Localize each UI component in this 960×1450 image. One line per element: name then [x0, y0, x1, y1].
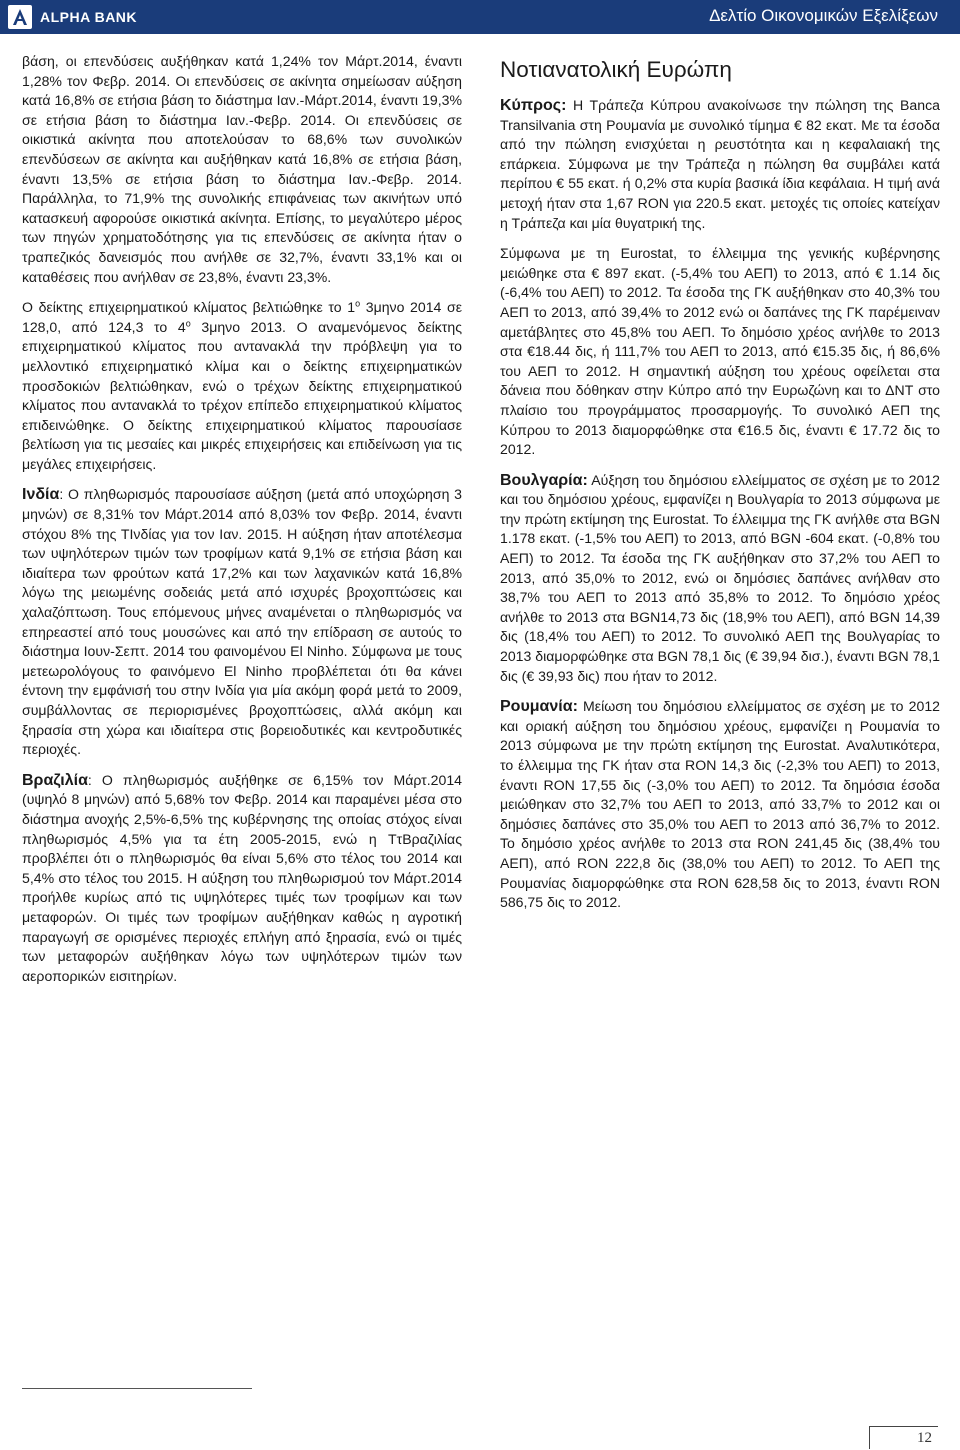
brand-logo	[8, 4, 137, 30]
brand-name: ALPHA BANK	[40, 9, 138, 25]
cyprus-fiscal-paragraph: Σύμφωνα με τη Eurostat, το έλλειμμα της γενικής κυβέρνησης μειώθηκε στα € 897 εκατ. (-5,4% του ΑΕΠ) το 2013, από € 1.14 δις (-6,4% του ΑΕΠ) το 2012. Τα έσοδα της ΓΚ αυξήθηκαν στο 40,3% του ΑΕΠ το 2013, από 39,4% το 2012 ενώ οι δαπάνες της ΓΚ παρέμειναν αμετάβλητες στο 45,8% του ΑΕΠ. Το δημόσιο χρέος ανήλθε το 2013 στα €18.44 δις, ή 111,7% του ΑΕΠ το 2013, από €15.35 δις, ή 86,6% του ΑΕΠ το 2012. Η σημαντική αύξηση του χρέους οφείλεται στα δάνεια που δόθηκαν στην Κύπρο από την Ευρωζώνη και το ΔΝΤ στο πλαίσιο του προγράμματος προσαρμογής. Το συνολικό ΑΕΠ της Κύπρου το 2013 διαμορφώθηκε στα €16.5 δις, έναντι € 17.72 δις το 2012.	[500, 245, 940, 458]
business-climate-paragraph: Ο δείκτης επιχειρηματικού κλίματος βελτιώθηκε το $1^o$ 3μηνο 2014 σε 128,0, από 124,3 το $4^o$ 3μηνο 2013. Ο αναμενόμενος δείκτης επιχειρηματικού κλίματος που αντανακλά την πρόβλεψη για το μελλοντικό επιχειρηματικό κλίμα και ο δείκτης επιχειρηματικών προσδοκιών βελτιώθηκαν, ενώ ο τρέχων δείκτης επιχειρηματικού κλίματος που αντανακλά το τρέχον επίπεδο επιχειρηματικού κλίματος επιδεινώθηκε. Ο δείκτης επιχειρηματικού κλίματος παρουσίασε βελτίωση για τις μεσαίες και μικρές επιχειρήσεις και επιδείνωση για τις μεγάλες επιχειρήσεις.	[22, 298, 462, 472]
footer-divider	[22, 1388, 252, 1389]
brazil-label: Βραζιλία	[22, 771, 88, 789]
cyprus-label: Κύπρος:	[500, 97, 567, 114]
right-column	[500, 52, 940, 924]
page-header	[0, 0, 960, 34]
bulletin-title: Δελτίο Οικονομικών Εξελίξεων	[709, 6, 938, 25]
romania-label: Ρουμανία:	[500, 698, 578, 716]
india-label: Ινδία	[22, 486, 60, 504]
bulgaria-label: Βουλγαρία:	[500, 471, 588, 489]
cyprus-paragraph: Κύπρος: Η Τράπεζα Κύπρου ανακοίνωσε την πώληση της Banca Transilvania στη Ρουμανία με συνολικό τίμημα € 82 εκατ. Με τα έσοδα από την πώληση ενισχύεται η ρευστότητα και η κεφαλαιακή της επάρκεια. Σύμφωνα με την Τράπεζα η πώληση θα συμβάλει κατά περίπου € 55 εκατ. ή 0,2% στα κυρία βασικά ίδια κεφάλαια. Η τιμή ανά μετοχή ήταν στα 1,67 RON για 220.5 εκατ. μετοχές τις οποίες κατείχαν η Τράπεζα και μία θυγατρική της.	[500, 97, 940, 231]
romania-paragraph: Ρουμανία: Μείωση του δημόσιου ελλείμματος σε σχέση με το 2012 και οριακή αύξηση του δημόσιου χρέους, εμφανίζει η Ρουμανία το 2013 σύμφωνα με την πρώτη εκτίμηση της Eurostat. Αναλυτικότερα, το έλλειμμα της ΓΚ ήταν στα RON 14,3 δις (-2,3% του ΑΕΠ) το 2013, έναντι RON 17,55 δις (-3,0% του ΑΕΠ) το 2012. Τα δημόσια έσοδα μειώθηκαν στο 32,7% του ΑΕΠ το 2013, από 33,7% το 2012 και οι δημόσιες δαπάνες στο 35,0% του ΑΕΠ το 2013 από 36,7% το 2012. Το δημόσιο χρέος ανήλθε το 2013 στα RON 241,45 δις (38,4% του ΑΕΠ), από RON 222,8 δις (38,0% του ΑΕΠ) το 2012. Το ΑΕΠ της Ρουμανίας διαμορφώθηκε στα RON 628,58 δις το 2013, έναντι RON 586,75 δις το 2012.	[500, 698, 940, 911]
section-title: Νοτιανατολική Ευρώπη	[500, 57, 732, 82]
bulgaria-paragraph: Βουλγαρία: Αύξηση του δημόσιου ελλείμματος σε σχέση με το 2012 και του δημόσιου χρέους, εμφανίζει η Βουλγαρία το 2013 σύμφωνα με την πρώτη εκτίμηση της Eurostat. Το έλλειμμα της ΓΚ ανήλθε στα BGN 1.178 εκατ. (-1,5% του ΑΕΠ) το 2013, από BGN -604 εκατ. (-0,8% του ΑΕΠ) το 2012. Τα έσοδα της ΓΚ αυξήθηκαν στο 37,2% του ΑΕΠ το 2013, από 35,0% το 2012, ενώ οι δημόσιες δαπάνες ανήλθαν στο 38,7% του ΑΕΠ το 2013 από 35,8% το 2012. Το δημόσιο χρέος ανήλθε το 2013 στα BGN14,73 δις (18,9% του ΑΕΠ), από BGN 14,39 δις (18,4% του ΑΕΠ) το 2012. Το συνολικό ΑΕΠ της Βουλγαρίας το 2013 διαμορφώθηκε στα BGN 78,1 δις (€ 39,94 δισ.), έναντι BGN 78,1 δις (€ 39,93 δις) που ήταν το 2012.	[500, 471, 940, 684]
alpha-bank-logo-icon	[8, 5, 32, 29]
brazil-paragraph: Βραζιλία: Ο πληθωρισμός αυξήθηκε σε 6,15% τον Μάρτ.2014 (υψηλό 8 μηνών) από 5,68% τον Φεβρ. 2014 και παραμένει μέσα στο διάστημα ανοχής 2,5%-6,5% της κυβέρνησης της οποίας στόχος είναι πληθωρισμός 4,5% για τα έτη 2005-2015, ενώ η ΤτΒραζιλίας προβλέπει ότι ο πληθωρισμός θα είναι 5,6% στο τέλος του 2014 και 5,4% στο τέλος του 2015. Η αύξηση του πληθωρισμού τον Μάρτ.2014 προήλθε κυρίως από τις υψηλότερες τιμές των τροφίμων και των μεταφορών. Οι τιμές των τροφίμων αυξήθηκαν καθώς η αγροτική παραγωγή σε ορισμένες περιοχές επλήγη από ξηρασία, ενώ οι τιμές των μεταφορών αυξήθηκαν λόγω των υψηλότερων τιμών των αεροπορικών εισιτηρίων.	[22, 771, 462, 984]
page-number-box	[869, 1426, 938, 1449]
india-paragraph: Ινδία: Ο πληθωρισμός παρουσίασε αύξηση (μετά από υποχώρηση 3 μηνών) σε 8,31% τον Μάρτ.2014 από 8,03% τον Φεβρ. 2014, έναντι στόχου 8% της ΤΙνδίας για τον Ιαν. 2015. Η αύξηση ήταν αποτέλεσμα των υψηλότερων τιμών των τροφίμων κατά 9,1% σε ετήσια βάση και ιδιαίτερα των φρούτων κατά 17,2% και των λαχανικών κατά 16,8% λόγω της μειωμένης σοδειάς μετά από ισχυρές βροχοπτώσεις και χαλαζόπτωση. Τους επόμενους μήνες αναμένεται ο πληθωρισμός να επηρεαστεί από τους μουσώνες και από την επίδραση σε αυτούς το διάστημα Ιουν-Σεπτ. 2014 του φαινομένου El Ninho. Σύμφωνα με τους μετεωρολόγους το φαινόμενο El Ninho προβλέπεται ότι θα κάνει έντονη την εμφάνισή του στην Ινδία για μία ακόμη φορά μετά το 2009, συμβάλλοντας σε περιορισμένες βροχοπτώσεις, αλλά ακόμη και ξηρασία στη χώρα και ιδιαίτερα στις βορειοδυτικές και κεντροδυτικές περιοχές.	[22, 486, 462, 758]
left-column	[22, 52, 462, 997]
page-number: 12	[917, 1430, 932, 1446]
china-investment-paragraph: βάση, οι επενδύσεις αυξήθηκαν κατά 1,24% τον Μάρτ.2014, έναντι 1,28% τον Φεβρ. 2014. Οι επενδύσεις σε ακίνητα σημείωσαν αύξηση κατά 16,8% σε ετήσια βάση το διάστημα Ιαν.-Μάρτ.2014, έναντι 19,3% σε ετήσια βάση το διάστημα Ιαν.-Φεβρ. 2014. Οι επενδύσεις σε οικιστικά ακίνητα που αποτελούσαν το 68,6% των συνολικών επενδύσεων σε ακίνητα και αυξήθηκαν κατά 16,8% σε ετήσια βάση, έναντι 13,5% σε ετήσια βάση το διάστημα Ιαν.-Φεβρ. 2014. Παράλληλα, το 71,9% της συνολικής επιφάνειας των ακινήτων υπό κατασκευή αφορούσε οικιστικά ακίνητα. Επίσης, το μεγαλύτερο μέρος των πηγών χρηματοδότησης για τις επενδύσεις σε ακίνητα ήταν ο τραπεζικός δανεισμός που ανήλθε σε 32,7%, έναντι 33,1% και οι καταθέσεις που ανήλθαν σε 23,8%, έναντι 23,3%.	[22, 53, 462, 285]
